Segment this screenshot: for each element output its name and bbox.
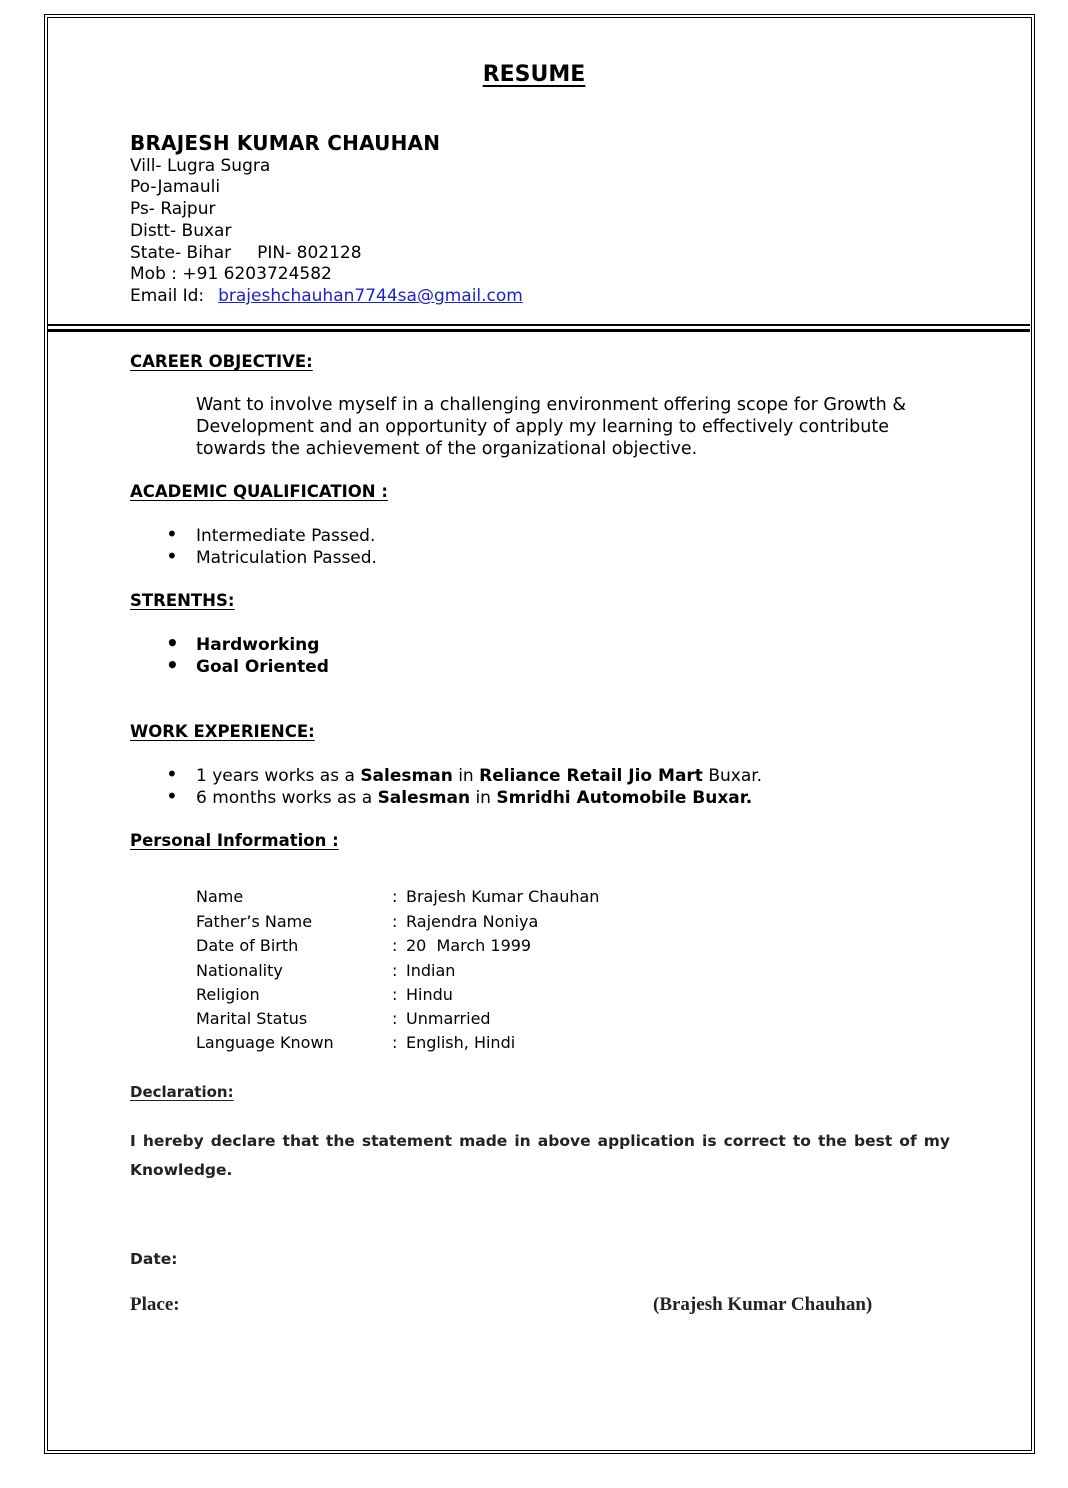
declaration-text: I hereby declare that the statement made in above application is correct to the best of my Knowledge. (130, 1132, 950, 1179)
info-colon: : (392, 887, 398, 906)
career-objective-heading: CAREER OBJECTIVE: (130, 352, 313, 371)
info-label-nationality: Nationality (196, 961, 283, 980)
info-colon: : (392, 1033, 398, 1052)
header-divider-thick (47, 329, 1030, 332)
personal-info-heading: Personal Information : (130, 831, 339, 850)
declaration-heading: Declaration: (130, 1083, 234, 1101)
info-label-father: Father’s Name (196, 912, 313, 931)
address-line-district: Distt- Buxar (130, 221, 232, 241)
candidate-name: BRAJESH KUMAR CHAUHAN (130, 131, 441, 155)
info-colon: : (392, 912, 398, 931)
place-label: Place: (130, 1294, 180, 1315)
info-label-marital: Marital Status (196, 1009, 308, 1028)
mobile-number: Mob : +91 6203724582 (130, 264, 332, 284)
info-label-religion: Religion (196, 985, 260, 1004)
info-colon: : (392, 985, 398, 1004)
email-line (130, 286, 523, 306)
info-value-language: English, Hindi (406, 1033, 516, 1052)
list-item: • 6 months works as a Salesman in Smridhi Automobile Buxar. (166, 784, 753, 808)
info-colon: : (392, 936, 398, 955)
info-value-dob: 20 March 1999 (406, 936, 532, 955)
info-label-name: Name (196, 887, 244, 906)
info-colon: : (392, 1009, 398, 1028)
email-link[interactable]: brajeshchauhan7744sa@gmail.com (218, 286, 523, 306)
address-line-police-station: Ps- Rajpur (130, 199, 216, 219)
info-value-marital: Unmarried (406, 1009, 491, 1028)
list-item: • Goal Oriented (166, 653, 329, 677)
work-experience-heading: WORK EXPERIENCE: (130, 722, 315, 741)
list-item: • Matriculation Passed. (166, 544, 377, 568)
state-text: State- Bihar (130, 243, 232, 263)
info-label-language: Language Known (196, 1033, 334, 1052)
info-label-dob: Date of Birth (196, 936, 299, 955)
signature-name: (Brajesh Kumar Chauhan) (653, 1294, 873, 1315)
header-divider (47, 324, 1030, 326)
pin-text: PIN- 802128 (257, 243, 362, 263)
academic-heading: ACADEMIC QUALIFICATION : (130, 482, 388, 501)
list-item: • 1 years works as a Salesman in Reliance Retail Jio Mart Buxar. (166, 762, 763, 786)
info-value-father: Rajendra Noniya (406, 912, 539, 931)
address-line-state (130, 243, 362, 263)
info-value-religion: Hindu (406, 985, 453, 1004)
address-line-village: Vill- Lugra Sugra (130, 156, 271, 176)
email-label: Email Id: (130, 286, 205, 306)
list-item: • Hardworking (166, 631, 320, 655)
list-item: • Intermediate Passed. (166, 522, 376, 546)
info-colon: : (392, 961, 398, 980)
info-value-name: Brajesh Kumar Chauhan (406, 887, 600, 906)
resume-title: RESUME (482, 62, 586, 87)
date-label: Date: (130, 1250, 178, 1268)
career-objective-text: Want to involve myself in a challenging environment offering scope for Growth & Development and an opportunity of apply my learning to effectively contribute towards the achievement of the organizational objective. (196, 395, 906, 459)
address-line-post-office: Po-Jamauli (130, 177, 221, 197)
info-value-nationality: Indian (406, 961, 456, 980)
strengths-heading: STRENTHS: (130, 591, 235, 610)
